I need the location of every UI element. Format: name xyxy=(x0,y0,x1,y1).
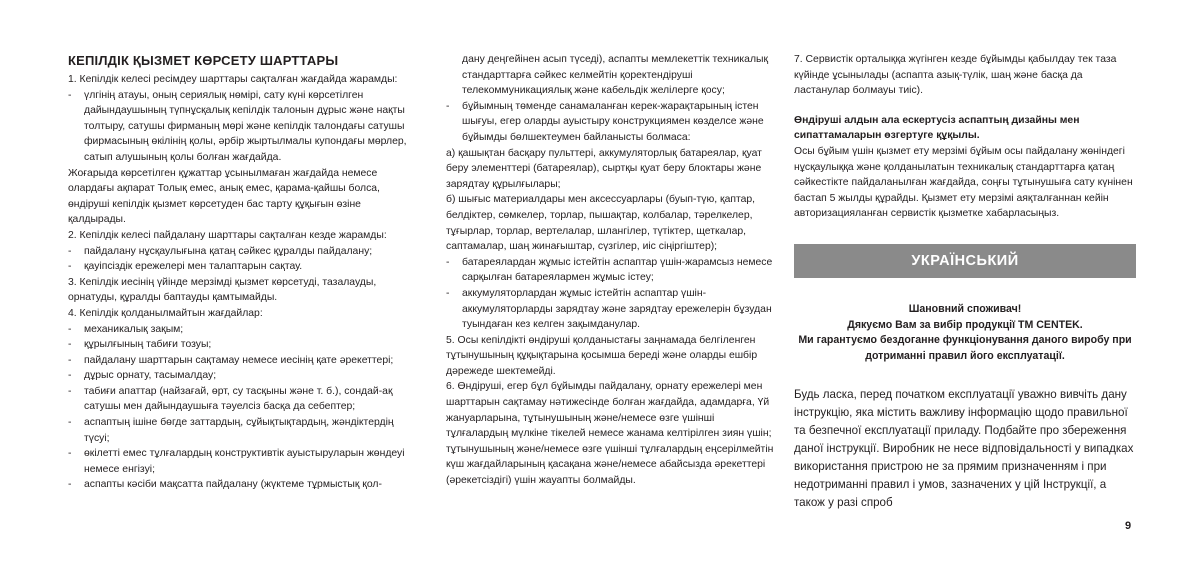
battery-item: - батареялардан жұмыс істейтін аспаптар үшін-жарамсыз немесе сарқылған батареялармен жұмыс істеу; xyxy=(446,255,776,286)
clause-4-item-1: - механикалық зақым; xyxy=(68,322,408,338)
clause-4-item-8-continued: дану деңгейінен асып түседі), аспапты мемлекеттік техникалық стандарттарға сәйкес келмейтін қоректендіруші телекоммуникациялық және кабельдік желілерге қосу; xyxy=(462,54,769,97)
greeting xyxy=(794,302,1136,364)
accessories-b: б) шығыс материалдары мен аксессуарлары (буып-түю, қаптар, белдіктер, сөмкелер, торлар, пышақтар, колбалар, тәрелкелер, тұғырлар, торлар, вертелалар, шлангілер, түтіктер, щеткалар, саптамалар, шаң жинағыштар, сүзгілер, иіс сіңіргіштер); xyxy=(446,194,756,253)
greeting-line-1: Шановний споживач! xyxy=(908,302,1022,315)
clause-4-item-3: - пайдалану шарттарын сақтамау немесе иесінің қате әрекеттері; xyxy=(68,353,408,369)
language-banner: УКРАЇНСЬКИЙ xyxy=(794,244,1136,278)
intro-paragraph: Будь ласка, перед початком експлуатації уважно вивчіть дану інструкцію, яка містить важливу інформацію щодо правильної та безпечної експлуатації приладу. Подбайте про збереження даної інструкції. Виробник не несе відповідальності у випадках використання пристрою не за прямим призначенням і при недотриманні правил і умов, зазначених у цій Інструкції, а також у разі спроб xyxy=(794,388,1134,510)
accessories-item: - бұйымның төменде санамаланған керек-жарақтарының істен шығуы, егер оларды ауыстыру конструкциямен көзделсе және бұйымды бөлшектеумен байланысты болмаса: xyxy=(446,99,776,146)
kazakh-warranty-column xyxy=(68,52,408,493)
clause-4: 4. Кепілдік қолданылмайтын жағдайлар: xyxy=(68,307,263,319)
clause-7: 7. Сервистік орталыққа жүгінген кезде бұйымды қабылдау тек таза күйінде ұсынылады (аспапта азық-түлік, шаң және басқа да ластанулар болмауы тиіс). xyxy=(794,54,1117,97)
clause-1-item: - үлгінің атауы, оның сериялық нөмірі, сату күні көрсетілген дайындаушының түпнұсқалық кепілдік талонын дұрыс және нақты толтыру, сатушы фирманың мөрі және кепілдік талондағы сатушы фирмасының өкілінің қолы, әрбір жыртылмалы купондағы мөрлер, сатып алушының қолы болған жағдайда. xyxy=(68,88,408,166)
greeting-line-3: Ми гарантуємо бездоганне функціонування даного виробу при дотриманні правил його експлуатації. xyxy=(798,334,1132,362)
accumulator-item: - аккумуляторлардан жұмыс істейтін аспаптар үшін-аккумуляторларды зарядтау және зарядтау ережелерін бұзудан туындаған кез келген зақымданулар. xyxy=(446,286,776,333)
clause-6: 6. Өндіруші, егер бұл бұйымды пайдалану, орнату ережелері мен шарттарын сақтамау нәтижесінде болған жағдайда, адамдарға, Үй жануарларына, тұтынушының және/немесе өзге үшінші тұлғалардың мүлкіне тікелей немесе жанама келтірілген зиян үшін; тұтынушының және/немесе өзге үшінші тұлғалардың еңсерілмейтін күш жағдайларының қасақана және/немесе абайсызда әрекеттері (әрекетсіздігі) үшін жауапты болмайды. xyxy=(446,381,774,487)
service-and-ukrainian-column xyxy=(794,52,1136,512)
clause-5: 5. Осы кепілдікті өндіруші қолданыстағы заңнамада белгіленген тұтынушының құқықтарына қосымша береді және оларды ешбір дәрежеде шектемейді. xyxy=(446,334,758,377)
clause-4-item-2: - құрылғының табиғи тозуы; xyxy=(68,337,408,353)
clause-1: 1. Кепілдік келесі ресімдеу шарттары сақталған жағдайда жарамды: xyxy=(68,74,398,85)
page-number: 9 xyxy=(1125,520,1132,532)
design-change-notice: Өндіруші алдын ала ескертусіз аспаптың дизайны мен сипаттамаларын өзгертуге құқылы. xyxy=(794,114,1080,142)
clause-4-item-5: - табиғи апаттар (найзағай, өрт, су тасқыны және т. б.), сондай-ақ сатушы мен дайындаушыға тәуелсіз басқа да себептер; xyxy=(68,384,408,415)
kazakh-warranty-column-2 xyxy=(446,52,776,489)
clause-2-item-1: - пайдалану нұсқаулығына қатаң сәйкес құралды пайдалану; xyxy=(68,244,408,260)
clause-4-item-7: - өкілетті емес тұлғалардың конструктивтік ауыстыруларын жөндеуі немесе енгізуі; xyxy=(68,446,408,477)
warranty-heading: КЕПІЛДІК ҚЫЗМЕТ КӨРСЕТУ ШАРТТАРЫ xyxy=(68,53,339,68)
clause-4-item-4: - дұрыс орнату, тасымалдау; xyxy=(68,368,408,384)
clause-4-item-8: - аспапты кәсіби мақсатта пайдалану (жүктеме тұрмыстық қол- xyxy=(68,477,408,493)
documents-note: Жоғарыда көрсетілген құжаттар ұсынылмаған жағдайда немесе олардағы ақпарат Толық емес, анық емес, қарама-қайшы болса, өндіруші кепілдік қызмет көрсетуден бас тарту құқығын өзіне қалдырады. xyxy=(68,167,380,226)
service-life-paragraph: Осы бұйым үшін қызмет ету мерзімі бұйым осы пайдалану жөніндегі нұсқаулыққа және қолданылатын техникалық стандарттарға қатаң сәйкестікте пайдаланылған жағдайда, соңғы тұтынушыға сату күнінен бастап 5 жылды құрайды. Қызмет ету мерзімі аяқталғаннан кейін авторизацияланған сервистік қызметке хабарласыңыз. xyxy=(794,145,1133,220)
clause-3: 3. Кепілдік иесінің үйінде мерзімді қызмет көрсетуді, тазалауды, орнатуды, құралды баптауды қамтымайды. xyxy=(68,276,377,304)
greeting-line-2: Дякуємо Вам за вибір продукції ТМ CENTEK. xyxy=(847,318,1083,331)
clause-2-item-2: - қауіпсіздік ережелері мен талаптарын сақтау. xyxy=(68,259,408,275)
clause-2: 2. Кепілдік келесі пайдалану шарттары сақталған кезде жарамды: xyxy=(68,229,387,241)
accessories-a: а) қашықтан басқару пульттері, аккумуляторлық батареялар, қуат беру элементтері (батареялар), сыртқы қуат беру блоктары және зарядтау құрылғылары; xyxy=(446,147,762,190)
clause-4-item-6: - аспаптың ішіне бөгде заттардың, сұйықтықтардың, жәндіктердің түсуі; xyxy=(68,415,408,446)
